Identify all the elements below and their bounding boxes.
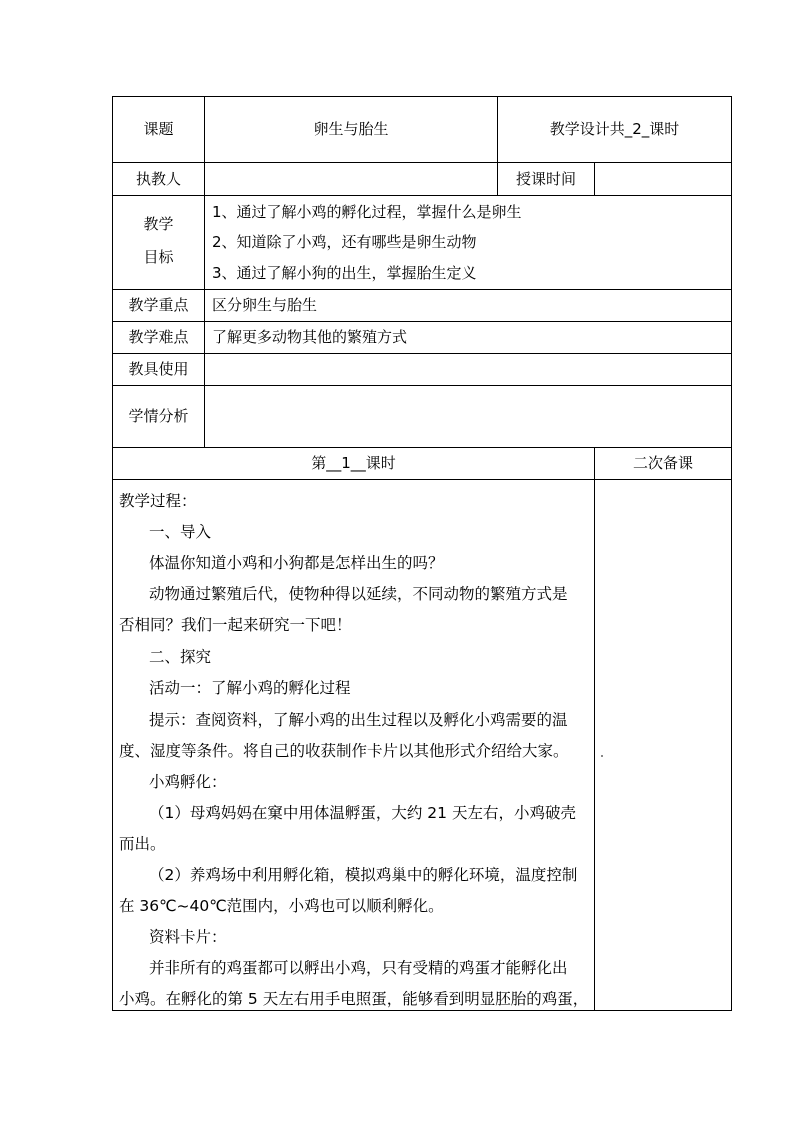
process-line: 小鸡孵化： xyxy=(149,773,227,791)
process-line: 并非所有的鸡蛋都可以孵出小鸡，只有受精的鸡蛋才能孵化出 xyxy=(149,959,568,977)
title-value: 卵生与胎生 xyxy=(313,120,389,138)
row-divider xyxy=(112,353,732,354)
process-line: 活动一：了解小鸡的孵化过程 xyxy=(149,679,351,697)
process-line: 二、探究 xyxy=(149,648,212,666)
process-line: 否相同？我们一起来研究一下吧！ xyxy=(119,616,352,634)
process-line: 而出。 xyxy=(119,835,166,853)
process-line: 在 36℃~40℃范围内，小鸡也可以顺利孵化。 xyxy=(119,897,444,915)
row-divider xyxy=(112,321,732,322)
design-label: 教学设计共_2_课时 xyxy=(549,120,680,138)
objectives-label-line1: 教学 xyxy=(143,215,174,233)
key-point-value: 区分卵生与胎生 xyxy=(212,296,318,314)
teacher-value xyxy=(205,163,497,195)
process-line: 教学过程： xyxy=(119,492,197,510)
objectives-label-line2: 目标 xyxy=(143,248,174,266)
difficulty-label: 教学难点 xyxy=(128,328,189,346)
process-line: 一、导入 xyxy=(149,523,212,541)
tools-label: 教具使用 xyxy=(128,360,189,378)
row-divider xyxy=(112,289,732,290)
process-line: 动物通过繁殖后代，使物种得以延续，不同动物的繁殖方式是 xyxy=(149,585,568,603)
teacher-label: 执教人 xyxy=(135,169,181,188)
difficulty-value: 了解更多动物其他的繁殖方式 xyxy=(212,328,408,346)
objective-item: 3、通过了解小狗的出生，掌握胎生定义 xyxy=(212,264,477,282)
process-line: 资料卡片： xyxy=(149,928,227,946)
process-line: 小鸡。在孵化的第 5 天左右用手电照蛋，能够看到明显胚胎的鸡蛋， xyxy=(119,990,589,1008)
period-header: 第__1__课时 xyxy=(311,454,396,472)
table-border-left xyxy=(112,96,113,1011)
row-divider xyxy=(112,479,732,480)
time-label: 授课时间 xyxy=(515,169,576,188)
process-line: （2）养鸡场中利用孵化箱，模拟鸡巢中的孵化环境，温度控制 xyxy=(149,866,578,884)
stray-mark xyxy=(601,755,603,757)
process-line: 体温你知道小鸡和小狗都是怎样出生的吗？ xyxy=(149,554,444,572)
row-divider xyxy=(112,385,732,386)
objective-item: 1、通过了解小鸡的孵化过程，掌握什么是卵生 xyxy=(212,203,522,221)
process-line: 度、湿度等条件。将自己的收获制作卡片以其他形式介绍给大家。 xyxy=(119,742,569,760)
title-label: 课题 xyxy=(143,120,174,138)
objective-item: 2、知道除了小鸡，还有哪些是卵生动物 xyxy=(212,233,477,251)
table-border-right xyxy=(731,96,732,1011)
time-value xyxy=(595,163,731,195)
process-line: 提示：查阅资料，了解小鸡的出生过程以及孵化小鸡需要的温 xyxy=(149,711,568,729)
row-divider xyxy=(112,195,732,196)
process-line: （1）母鸡妈妈在窠中用体温孵蛋，大约 21 天左右，小鸡破壳 xyxy=(149,804,576,822)
second-prep-header: 二次备课 xyxy=(632,454,693,472)
key-point-label: 教学重点 xyxy=(128,296,189,314)
table-border-bottom xyxy=(112,1010,732,1011)
analysis-label: 学情分析 xyxy=(128,407,189,425)
